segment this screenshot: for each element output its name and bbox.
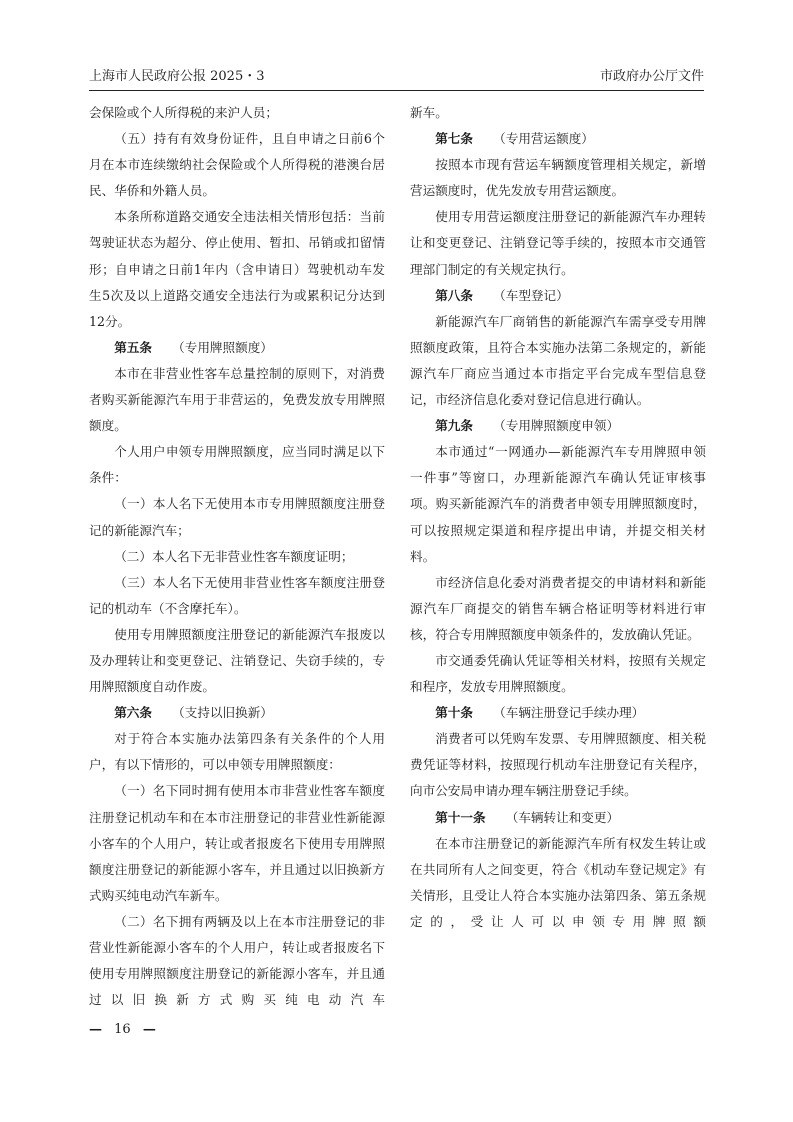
paragraph: 新能源汽车厂商销售的新能源汽车需享受专用牌照额度政策，且符合本实施办法第二条规定的，新能源汽车厂商应当通过本市指定平台完成车型信息登记，市经济信息化委对登记信息进行确认。	[410, 313, 706, 408]
paragraph: 新车。	[410, 105, 448, 120]
page-header	[89, 66, 704, 88]
paragraph: （一）本人名下无使用本市专用牌照额度注册登记的新能源汽车；	[89, 496, 385, 538]
article-number: 第六条	[114, 705, 152, 721]
article-title: （专用牌照额度申领）	[493, 418, 620, 434]
article-title: （车辆转让和变更）	[505, 809, 620, 825]
article-heading	[410, 413, 706, 439]
paragraph: （二）名下拥有两辆及以上在本市注册登记的非营业性新能源小客车的个人用户，转让或者报废名下使用专用牌照额度注册登记的新能源小客车，并且通过以旧换新方式购买纯电动汽车	[89, 913, 385, 1008]
article-heading	[89, 335, 385, 361]
paragraph: 本市在非营业性客车总量控制的原则下，对消费者购买新能源汽车用于非营运的，免费发放专用牌照额度。	[89, 365, 385, 434]
paragraph: 按照本市现有营运车辆额度管理相关规定，新增营运额度时，优先发放专用营运额度。	[410, 157, 706, 199]
paragraph: （三）本人名下无使用非营业性客车额度注册登记的机动车（不含摩托车）。	[89, 574, 385, 616]
article-number: 第八条	[435, 287, 473, 303]
article-heading	[410, 700, 706, 726]
page-number	[89, 1018, 156, 1042]
page-dash-left: —	[89, 1022, 102, 1037]
paragraph: （五）持有有效身份证件，且自申请之日前6个月在本市连续缴纳社会保险或个人所得税的港澳台居民、华侨和外籍人员。	[89, 131, 385, 199]
article-number: 第七条	[435, 131, 473, 147]
article-heading	[410, 126, 706, 152]
paragraph: （一）名下同时拥有使用本市非营业性客车额度注册登记机动车和在本市注册登记的非营业性新能源小客车的个人用户，转让或者报废名下使用专用牌照额度注册登记的新能源小客车，并且通过以旧换新方式购买纯电动汽车新车。	[89, 783, 385, 903]
article-number: 第九条	[435, 418, 473, 434]
article-title: （车辆注册登记手续办理）	[493, 705, 645, 721]
article-heading	[410, 805, 706, 831]
article-number: 第十一条	[435, 809, 486, 825]
paragraph: 对于符合本实施办法第四条有关条件的个人用户，有以下情形的，可以申领专用牌照额度：	[89, 731, 385, 773]
paragraph: 市交通委凭确认凭证等相关材料，按照有关规定和程序，发放专用牌照额度。	[410, 652, 706, 695]
paragraph: （二）本人名下无非营业性客车额度证明；	[114, 548, 354, 564]
left-column	[89, 100, 385, 1013]
paragraph: 在本市注册登记的新能源汽车所有权发生转让或在共同所有人之间变更，符合《机动车登记规定》有关情形，且受让人符合本实施办法第四条、第五条规定的，受让人可以申领专用牌照额	[410, 835, 706, 929]
article-number: 第五条	[114, 339, 152, 355]
page-number-value: 16	[114, 1022, 131, 1037]
paragraph: 使用专用牌照额度注册登记的新能源汽车报废以及办理转让和变更登记、注销登记、失窃手续的，专用牌照额度自动作废。	[89, 626, 385, 695]
page-dash-right: —	[142, 1022, 156, 1037]
paragraph: 本条所称道路交通安全违法相关情形包括：当前驾驶证状态为超分、停止使用、暂扣、吊销或扣留情形；自申请之日前1年内（含申请日）驾驶机动车发生5次及以上道路交通安全违法行为或累积记分达到12分。	[89, 209, 385, 329]
paragraph: 本市通过“一网通办—新能源汽车专用牌照申领一件事”等窗口，办理新能源汽车确认凭证审核事项。购买新能源汽车的消费者申领专用牌照额度时，可以按照规定渠道和程序提出申请，并提交相关材料。	[410, 444, 706, 564]
article-number: 第十条	[435, 705, 473, 721]
paragraph: 市经济信息化委对消费者提交的申请材料和新能源汽车厂商提交的销售车辆合格证明等材料进行审核，符合专用牌照额度申领条件的，发放确认凭证。	[410, 574, 706, 642]
article-title: （车型登记）	[493, 287, 569, 303]
paragraph: 会保险或个人所得税的来沪人员；	[89, 105, 278, 120]
right-column	[410, 100, 706, 935]
article-title: （支持以旧换新）	[172, 705, 273, 721]
article-heading	[89, 700, 385, 726]
section-title: 市政府办公厅文件	[599, 69, 704, 84]
header-rule	[89, 90, 704, 91]
paragraph: 使用专用营运额度注册登记的新能源汽车办理转让和变更登记、注销登记等手续的，按照本市交通管理部门制定的有关规定执行。	[410, 209, 706, 277]
article-heading	[410, 283, 706, 309]
paragraph: 个人用户申领专用牌照额度，应当同时满足以下条件：	[89, 444, 385, 486]
paragraph: 消费者可以凭购车发票、专用牌照额度、相关税费凭证等材料，按照现行机动车注册登记有关程序，向市公安局申请办理车辆注册登记手续。	[410, 731, 706, 799]
publication-title: 上海市人民政府公报 2025・3	[89, 69, 265, 84]
article-title: （专用牌照额度）	[172, 339, 273, 355]
article-title: （专用营运额度）	[493, 131, 594, 147]
